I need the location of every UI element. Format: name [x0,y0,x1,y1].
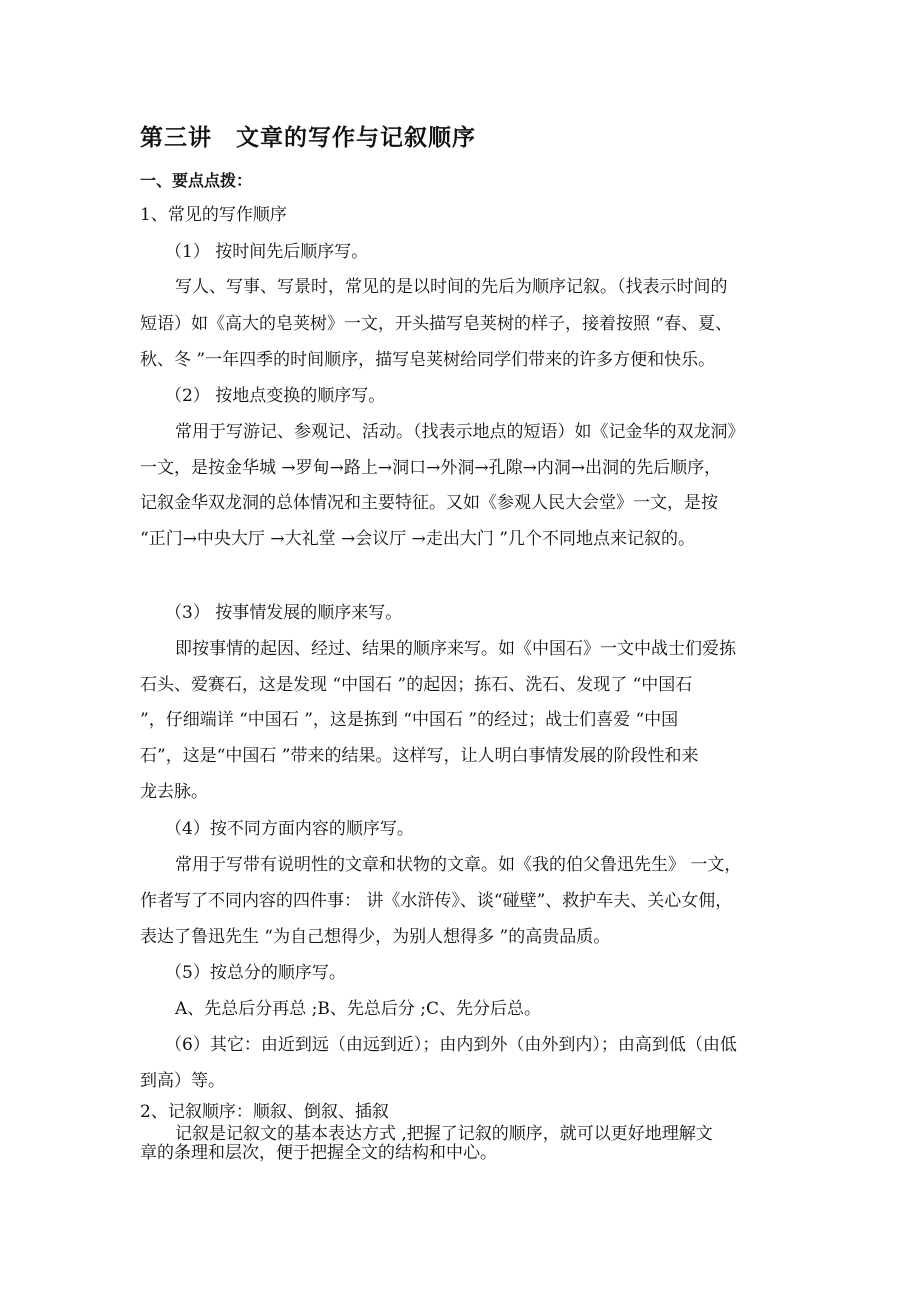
section-heading: 一、要点点拨： [140,171,253,190]
page-title: 第三讲 文章的写作与记叙顺序 [140,125,476,151]
paragraph-line: （6）其它：由近到远（由远到近）；由内到外（由外到内）；由高到低（由低 [165,1035,737,1055]
paragraph-line: 一文，是按金华城 →罗甸→路上→洞口→外洞→孔隙→内洞→出洞的先后顺序， [140,458,722,478]
paragraph-line: 到高）等。 [140,1071,225,1091]
paragraph-line: 石”，这是“中国石 ”带来的结果。这样写，让人明白事情发展的阶段性和来 [140,746,699,766]
subsection-heading: （2） 按地点变换的顺序写。 [165,386,386,406]
paragraph-line: 写人、写事、写景时，常见的是以时间的先后为顺序记叙。（找表示时间的 [175,277,728,297]
paragraph-line: 记叙金华双龙洞的总体情况和主要特征。又如《参观人民大会堂》一文，是按 [140,493,718,513]
item-heading: 2、记叙顺序：顺叙、倒叙、插叙 [140,1102,389,1122]
paragraph-line: “正门→中央大厅 →大礼堂 →会议厅 →走出大门 ”几个不同地点来记叙的。 [140,529,695,549]
paragraph-line: 记叙是记叙文的基本表达方式 ,把握了记叙的顺序，就可以更好地理解文 [175,1124,713,1144]
paragraph-line: 作者写了不同内容的四件事： 讲《水浒传》、谈“碰壁”、救护车夫、关心女佣， [140,891,733,911]
paragraph-line: 常用于写游记、参观记、活动。（找表示地点的短语）如《记金华的双龙洞》 [175,422,745,442]
paragraph-line: A、先总后分再总 ;B、先总后分 ;C、先分后总。 [175,999,542,1019]
paragraph-line: 章的条理和层次，便于把握全文的结构和中心。 [140,1143,497,1163]
paragraph-line: 短语）如《高大的皂荚树》一文，开头描写皂荚树的样子，接着按照 “春、夏、 [140,314,733,334]
paragraph-line: 表达了鲁迅先生 “为自己想得少，为别人想得多 ”的高贵品质。 [140,927,611,947]
subsection-heading: （1） 按时间先后顺序写。 [165,242,369,262]
subsection-heading: （3） 按事情发展的顺序来写。 [165,603,403,623]
paragraph-line: 石头、爱赛石，这是发现 “中国石 ”的起因；拣石、洗石、发现了 “中国石 [140,675,693,695]
paragraph-line: 秋、冬 ”一年四季的时间顺序，描写皂荚树给同学们带来的许多方便和快乐。 [140,350,716,370]
subsection-heading: （5）按总分的顺序写。 [165,963,346,983]
paragraph-line: ”，仔细端详 “中国石 ”，这是拣到 “中国石 ”的经过；战士们喜爱 “中国 [140,710,679,730]
item-heading: 1、常见的写作顺序 [140,205,287,225]
paragraph-line: 即按事情的起因、经过、结果的顺序来写。如《中国石》一文中战士们爱拣 [175,639,736,659]
subsection-heading: （4）按不同方面内容的顺序写。 [165,819,414,839]
paragraph-line: 龙去脉。 [140,782,208,802]
paragraph-line: 常用于写带有说明性的文章和状物的文章。如《我的伯父鲁迅先生》 一文， [175,855,742,875]
